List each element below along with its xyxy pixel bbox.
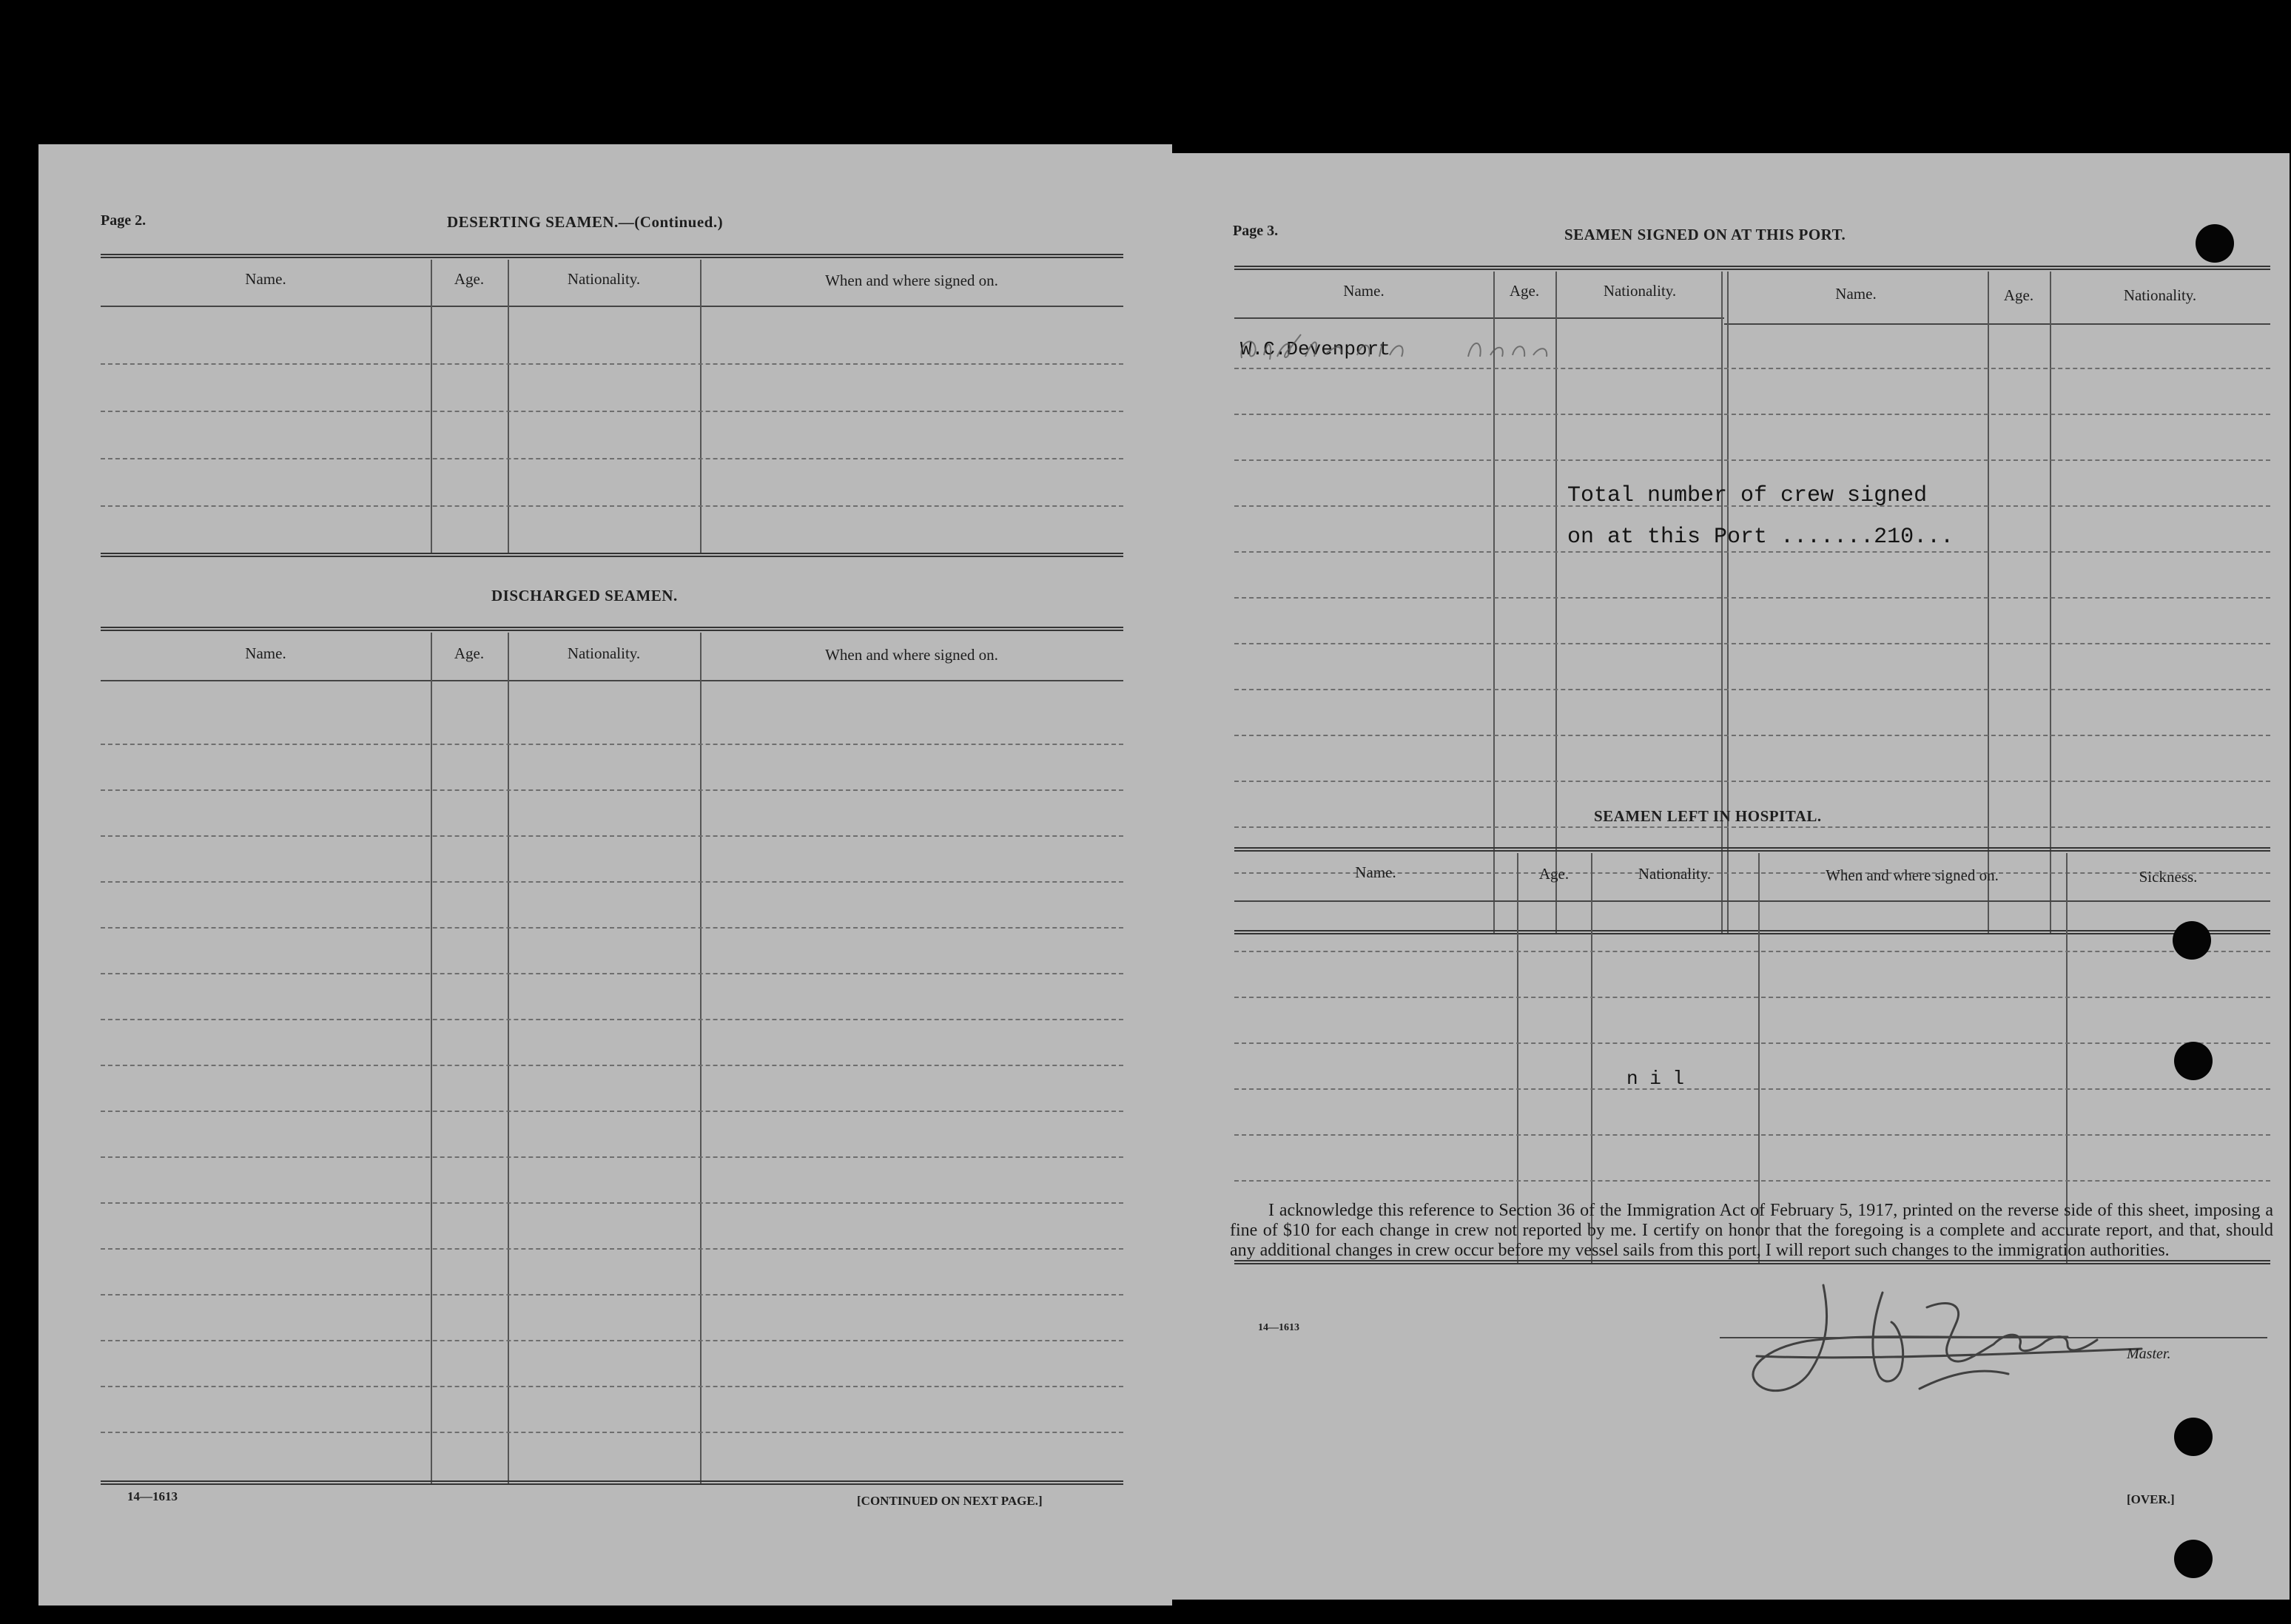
row-line [1234,951,2270,952]
row-line [101,363,1123,365]
row-line [101,505,1123,507]
col-divider [1988,272,1989,934]
row-line [1234,1088,2270,1090]
row-line [1234,643,2270,644]
col-divider [431,260,432,553]
deserting-title: DESERTING SEAMEN.—(Continued.) [447,213,724,231]
continued-note: [CONTINUED ON NEXT PAGE.] [857,1494,1043,1508]
row-line [1234,459,2270,461]
row-line [101,411,1123,412]
row-line [1234,735,2270,736]
punch-hole [2174,1418,2213,1456]
col-age: Age. [454,270,485,288]
row-line [1234,1042,2270,1044]
total-crew-line1: Total number of crew signed [1567,483,1928,508]
col-nationality: Nationality. [1603,282,1677,300]
header-rule [101,306,1123,307]
header-rule [1234,317,1724,319]
row-line [1234,781,2270,782]
punch-hole [2174,1042,2213,1080]
col-age: Age. [1509,282,1540,300]
total-crew-line2: on at this Port .......210... [1567,525,1954,550]
row-line [1234,689,2270,690]
discharged-title: DISCHARGED SEAMEN. [491,587,678,604]
row-line [101,789,1123,791]
row-line [1234,551,2270,553]
col-divider [700,260,702,553]
col-divider [1727,272,1729,934]
col-name: Name. [245,644,286,662]
col-divider [700,633,702,1483]
table-bottom-rule [101,553,1123,557]
table-top-rule [1234,266,2270,270]
row-line [1234,597,2270,599]
header-rule [1234,900,2270,902]
row-line [101,1386,1123,1387]
row-line [101,744,1123,745]
master-label: Master. [2127,1346,2171,1362]
col-divider [431,633,432,1483]
col-divider [1721,272,1723,934]
over-note: [OVER.] [2127,1492,2175,1506]
hospital-entry: n i l [1626,1068,1685,1090]
header-rule [101,680,1123,681]
row-line [101,927,1123,929]
header-rule [1724,323,2270,325]
row-line [101,835,1123,837]
col-when-where: When and where signed on. [825,272,998,289]
col-age: Age. [1538,865,1570,883]
row-line [101,1202,1123,1204]
punch-hole [2196,224,2234,263]
row-line [101,1294,1123,1296]
row-line [1234,997,2270,998]
table-bottom-rule [101,1480,1123,1485]
col-divider [508,260,509,553]
punch-hole [2173,921,2211,960]
row-line [101,1065,1123,1066]
col-nationality: Nationality. [2123,286,2197,304]
signature-line [1720,1337,2267,1338]
table-top-rule [1234,847,2270,852]
row-line [101,973,1123,974]
table-top-rule [101,627,1123,631]
row-line [1234,414,2270,415]
row-line [101,1111,1123,1112]
col-when-where: When and where signed on. [1826,866,1999,884]
punch-hole [2174,1540,2213,1578]
crew-entry-name: W.C.Devenport [1240,338,1390,360]
page-label: Page 3. [1233,223,1279,239]
table-top-rule [101,254,1123,258]
handwritten-note [1231,327,1557,371]
row-line [101,1340,1123,1341]
col-name: Name. [1355,863,1396,881]
col-age: Age. [454,644,485,662]
col-nationality: Nationality. [567,270,641,288]
col-sickness: Sickness. [2139,868,2198,886]
row-line [101,1156,1123,1158]
signed-on-title: SEAMEN SIGNED ON AT THIS PORT. [1564,226,1846,243]
row-line [101,1019,1123,1020]
table-bottom-rule [1234,930,2270,934]
col-name: Name. [1835,285,1877,303]
row-line [101,1432,1123,1433]
form-number: 14—1613 [127,1489,178,1503]
col-nationality: Nationality. [567,644,641,662]
form-number: 14—1613 [1258,1322,1299,1333]
col-divider [508,633,509,1483]
col-name: Name. [245,270,286,288]
row-line [101,458,1123,459]
row-line [101,1248,1123,1250]
row-line [1234,1180,2270,1182]
row-line [1234,1134,2270,1136]
row-line [1234,826,2270,828]
col-name: Name. [1343,282,1385,300]
hospital-title: SEAMEN LEFT IN HOSPITAL. [1594,807,1822,825]
page-label: Page 2. [101,212,147,229]
col-when-where: When and where signed on. [825,646,998,664]
col-age: Age. [2003,286,2034,304]
acknowledgement-text: I acknowledge this reference to Section 36 of the Immigration Act of February 5, 1917, printed on the reverse side of this sheet, imposing a fine of $10 for each change in crew not reported by me. I certify on honor that the foregoing is a complete and accurate report, and that, should any additional changes in crew occur before my vessel sails from this port, I will report such changes to the immigration authorities. [1230,1201,2273,1260]
col-nationality: Nationality. [1638,865,1712,883]
right-page [1172,153,2290,1600]
col-divider [2050,272,2051,934]
left-page [38,144,1172,1606]
row-line [101,881,1123,883]
